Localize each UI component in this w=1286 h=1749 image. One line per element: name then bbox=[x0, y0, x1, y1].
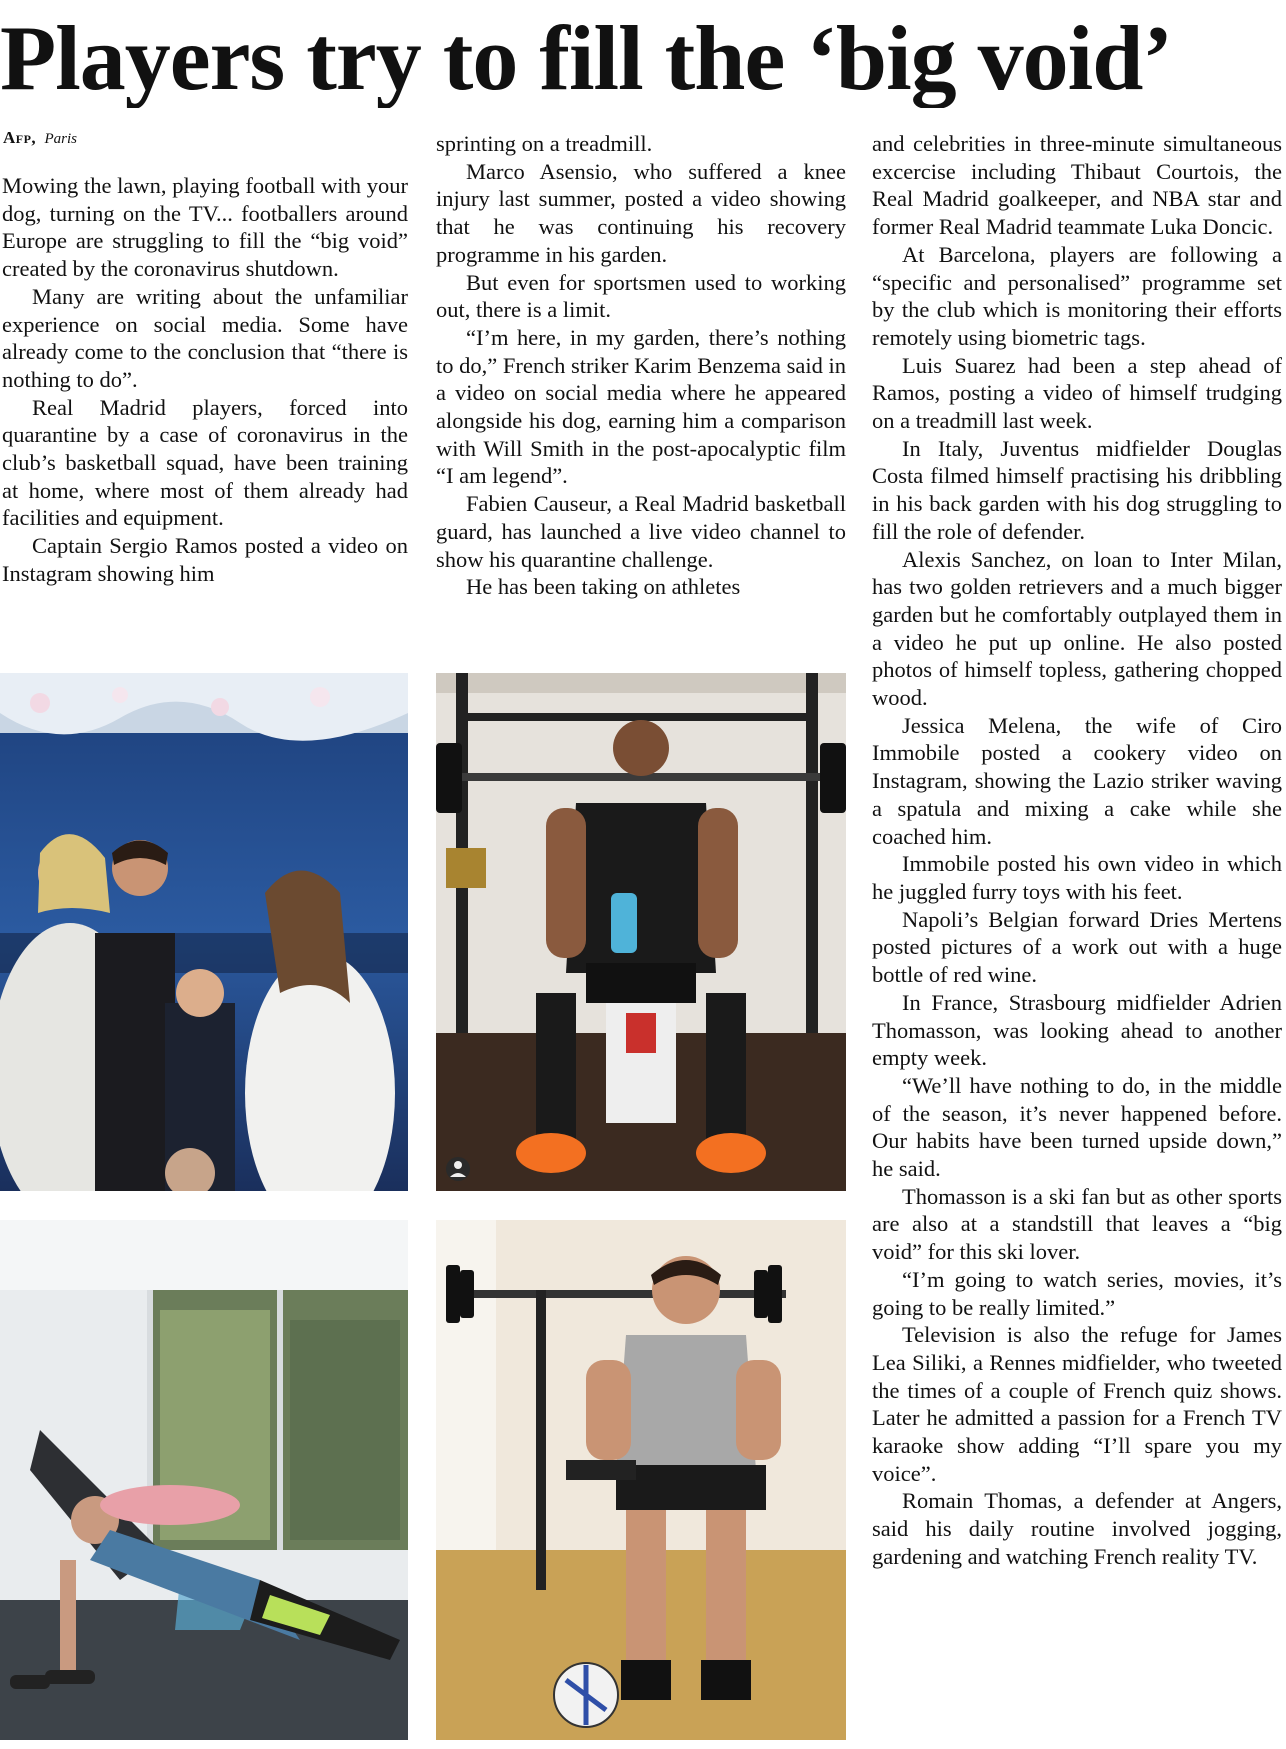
weightroom-photo bbox=[436, 1220, 846, 1740]
gym-photo bbox=[436, 673, 846, 1191]
paragraph: In Italy, Juventus midfielder Douglas Costa filmed himself practising his dribbling in his back garden with his dog struggling to fill the role of defender. bbox=[872, 435, 1282, 544]
paragraph: “I’m here, in my garden, there’s nothing to do,” French striker Karim Benzema said in a video on social media where he appeared alongside his dog, earning him a comparison with Will Smith in the post-apocalyptic film “I am legend”. bbox=[436, 324, 846, 489]
paragraph: Marco Asensio, who suffered a knee injury last summer, posted a video showing that he was continuing his recovery programme in his garden. bbox=[436, 158, 846, 267]
paragraph: Jessica Melena, the wife of Ciro Immobile posted a cookery video on Instagram, showing the Lazio striker waving a spatula and mixing a cake while she coached him. bbox=[872, 712, 1282, 849]
byline bbox=[3, 128, 77, 149]
gym-photo-icon bbox=[436, 673, 846, 1191]
paragraph: Real Madrid players, forced into quarantine by a case of coronavirus in the club’s basketball squad, have been training at home, where most of them already had facilities and equipment. bbox=[2, 394, 408, 531]
weightroom-photo-icon bbox=[436, 1220, 846, 1740]
byline-agency: Afp, bbox=[3, 128, 37, 147]
paragraph: Many are writing about the unfamiliar experience on social media. Some have already come to the conclusion that “there is nothing to do”. bbox=[2, 283, 408, 392]
wedding-photo-icon bbox=[0, 673, 408, 1191]
article-column-3 bbox=[872, 130, 1282, 1571]
paragraph: Luis Suarez had been a step ahead of Ramos, posting a video of himself trudging on a treadmill last week. bbox=[872, 352, 1282, 434]
paragraph: Fabien Causeur, a Real Madrid basketball guard, has launched a live video channel to show his quarantine challenge. bbox=[436, 491, 846, 572]
paragraph: Alexis Sanchez, on loan to Inter Milan, has two golden retrievers and a much bigger garden but he comfortably outplayed them in a video he put up online. He also posted photos of himself topless, gathering chopped wood. bbox=[872, 546, 1282, 711]
paragraph: sprinting on a treadmill. bbox=[436, 131, 653, 156]
paragraph: Mowing the lawn, playing football with your dog, turning on the TV... footballers around Europe are struggling to fill the “big void” created by the coronavirus shutdown. bbox=[2, 173, 408, 282]
paragraph: Romain Thomas, a defender at Angers, said his daily routine involved jogging, gardening and watching French reality TV. bbox=[872, 1488, 1282, 1569]
pushup-photo bbox=[0, 1220, 408, 1740]
pushup-photo-icon bbox=[0, 1220, 408, 1740]
paragraph: At Barcelona, players are following a “specific and personalised” programme set by the club which is monitoring their efforts remotely using biometric tags. bbox=[872, 241, 1282, 350]
article-column-2 bbox=[436, 130, 846, 601]
paragraph: “We’ll have nothing to do, in the middle of the season, it’s never happened before. Our habits have been turned upside down,” he said. bbox=[872, 1072, 1282, 1182]
paragraph: “I’m going to watch series, movies, it’s going to be really limited.” bbox=[872, 1266, 1282, 1320]
article-column-1 bbox=[2, 172, 408, 588]
paragraph: In France, Strasbourg midfielder Adrien Thomasson, was looking ahead to another empty week. bbox=[872, 989, 1282, 1071]
paragraph: He has been taking on athletes bbox=[466, 574, 741, 600]
paragraph: Thomasson is a ski fan but as other sports are also at a standstill that leaves a “big void” for this ski lover. bbox=[872, 1183, 1282, 1265]
paragraph: and celebrities in three-minute simultaneous excercise including Thibaut Courtois, the Real Madrid goalkeeper, and NBA star and former Real Madrid teammate Luka Doncic. bbox=[872, 131, 1282, 240]
headline: Players try to fill the ‘big void’ bbox=[0, 8, 1173, 108]
paragraph: Captain Sergio Ramos posted a video on Instagram showing him bbox=[2, 533, 408, 586]
byline-city: Paris bbox=[44, 131, 77, 147]
paragraph: Immobile posted his own video in which he juggled furry toys with his feet. bbox=[872, 851, 1282, 904]
wedding-photo bbox=[0, 673, 408, 1191]
paragraph: Napoli’s Belgian forward Dries Mertens posted pictures of a work out with a huge bottle of red wine. bbox=[872, 906, 1282, 988]
paragraph: Television is also the refuge for James Lea Siliki, a Rennes midfielder, who tweeted the times of a couple of French quiz shows. Later he admitted a passion for a French TV karaoke show adding “I’ll spare you my voice”. bbox=[872, 1322, 1282, 1486]
paragraph: But even for sportsmen used to working out, there is a limit. bbox=[436, 269, 846, 323]
